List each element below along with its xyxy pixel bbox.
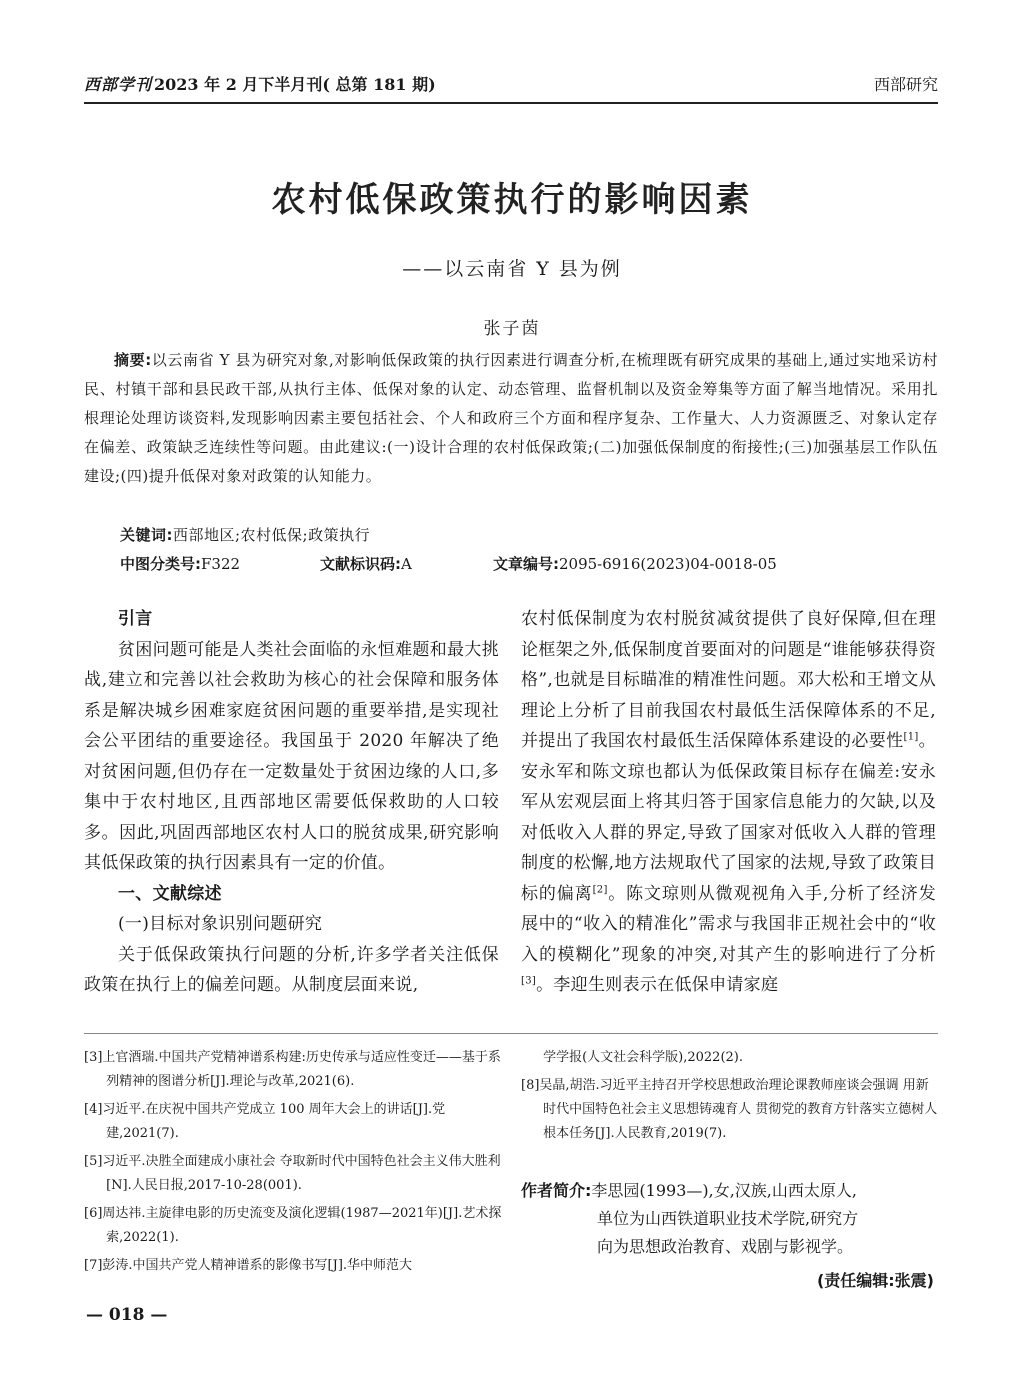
text-segment: 农村低保制度为农村脱贫减贫提供了良好保障,但在理论框架之外,低保制度首要面对的问题是“谁能够获得资格”,也就是目标瞄准的精准性问题。邓大松和王增文从理论上分析了目前我国农村最低生活保障体系的不足,并提出了我国农村最低生活保障体系建设的必要性 <box>521 609 936 751</box>
keywords <box>120 524 370 545</box>
subsection-heading: (一)目标对象识别问题研究 <box>118 914 323 934</box>
page-number: — 018 — <box>86 1305 168 1325</box>
bio-line: 向为思想政治教育、戏剧与影视学。 <box>597 1237 854 1256</box>
article-subtitle: ——以云南省 Y 县为例 <box>402 258 622 280</box>
doc-label: 文献标识码: <box>320 555 401 573</box>
reference-item: [3]上官酒瑞.中国共产党精神谱系构建:历史传承与适应性变迁——基于系列精神的图谱分析[J].理论与改革,2021(6). <box>84 1050 501 1089</box>
text-segment: 。陈文琼则从微观视角入手,分析了经济发展中的“收入的精准化”需求与我国非正规社会中的“收入的模糊化”现象的冲突,对其产生的影响进行了分析 <box>521 883 937 965</box>
reference-continuation: 学学报(人文社会科学版),2022(2). <box>543 1050 744 1065</box>
clc-number <box>120 553 240 574</box>
references-right <box>521 1046 939 1150</box>
keywords-label: 关键词: <box>120 526 173 544</box>
header-journal-issue <box>84 72 436 95</box>
doc-code <box>320 553 412 574</box>
abstract <box>84 346 938 491</box>
body-paragraph-continued <box>521 604 936 1001</box>
citation: [2] <box>592 883 608 895</box>
article-title: 农村低保政策执行的影响因素 <box>271 180 753 220</box>
bio-label: 作者简介: <box>521 1181 592 1200</box>
doc-value: A <box>401 555 412 573</box>
abstract-text: 以云南省 Y 县为研究对象,对影响低保政策的执行因素进行调查分析,在梳理既有研究成果的基础上,通过实地采访村民、村镇干部和县民政干部,从执行主体、低保对象的认定、动态管理、监督机制以及资金筹集等方面了解当地情况。采用扎根理论处理访谈资料,发现影响因素主要包括社会、个人和政府三个方面和程序复杂、工作量大、人力资源匮乏、对象认定存在偏差、政策缺乏连续性等问题。由此建议:(一)设计合理的农村低保政策;(二)加强低保制度的衔接性;(三)加强基层工作队伍建设;(四)提升低保对象对政策的认知能力。 <box>84 351 939 485</box>
references-left <box>84 1046 504 1282</box>
bio-line: 单位为山西铁道职业技术学院,研究方 <box>597 1209 859 1228</box>
reference-item: [4]习近平.在庆祝中国共产党成立 100 周年大会上的讲话[J].党建,2021(7). <box>84 1102 446 1141</box>
reference-item: [7]彭涛.中国共产党人精神谱系的影像书写[J].华中师范大 <box>84 1258 413 1273</box>
bio-line <box>521 1177 939 1205</box>
citation: [3] <box>521 975 537 987</box>
journal-logo: 西部学刊 <box>84 75 153 94</box>
intro-heading: 引言 <box>118 609 153 629</box>
clc-value: F322 <box>201 555 241 573</box>
body-paragraph: 关于低保政策执行问题的分析,许多学者关注低保政策在执行上的偏差问题。从制度层面来说, <box>84 944 499 995</box>
abstract-label: 摘要: <box>114 351 152 369</box>
responsible-editor: (责任编辑:张震) <box>816 1271 934 1290</box>
issue-info: 2023 年 2 月下半月刊( 总第 181 期) <box>154 75 436 94</box>
section-name: 西部研究 <box>873 75 938 94</box>
reference-item: [6]周达祎.主旋律电影的历史流变及演化逻辑(1987—2021年)[J].艺术探索,2022(1). <box>84 1206 502 1245</box>
art-value: 2095-6916(2023)04-0018-05 <box>559 555 777 573</box>
intro-paragraph: 贫困问题可能是人类社会面临的永恒难题和最大挑战,建立和完善以社会救助为核心的社会保障和服务体系是解决城乡困难家庭贫困问题的重要举措,是实现社会公平团结的重要途径。我国虽于 2020 年解决了绝对贫困问题,但仍存在一定数量处于贫困边缘的人口,多集中于农村地区,且西部地区需要低保救助的人口较多。因此,巩固西部地区农村人口的脱贫成果,研究影响其低保政策的执行因素具有一定的价值。 <box>84 639 499 873</box>
text-segment: 。安永军和陈文琼也都认为低保政策目标存在偏差:安永军从宏观层面上将其归答于国家信息能力的欠缺,以及对低收入人群的界定,导致了国家对低收入人群的管理制度的松懈,地方法规取代了国家的法规,导致了政策目标的偏离 <box>521 731 936 904</box>
citation: [1] <box>903 731 919 743</box>
footnote-divider <box>84 1033 938 1034</box>
author-bio <box>521 1177 939 1261</box>
text-segment: 。李迎生则表示在低保申请家庭 <box>536 975 779 995</box>
bio-text: 李思园(1993—),女,汉族,山西太原人, <box>591 1181 857 1200</box>
section-heading: 一、文献综述 <box>118 883 222 904</box>
reference-item: [8]吴晶,胡浩.习近平主持召开学校思想政治理论课教师座谈会强调 用新时代中国特色社会主义思想铸魂育人 贯彻党的教育方针落实立德树人根本任务[J].人民教育,2019(7). <box>521 1078 938 1141</box>
article-author: 张子茵 <box>483 319 541 339</box>
keywords-text: 西部地区;农村低保;政策执行 <box>173 526 371 544</box>
article-number <box>493 553 777 574</box>
running-header <box>84 70 938 104</box>
art-label: 文章编号: <box>493 555 559 573</box>
reference-item: [5]习近平.决胜全面建成小康社会 夺取新时代中国特色社会主义伟大胜利[N].人民日报,2017-10-28(001). <box>84 1154 501 1193</box>
body-column-left <box>84 604 499 1001</box>
clc-label: 中图分类号: <box>120 555 201 573</box>
body-column-right <box>521 604 936 1001</box>
